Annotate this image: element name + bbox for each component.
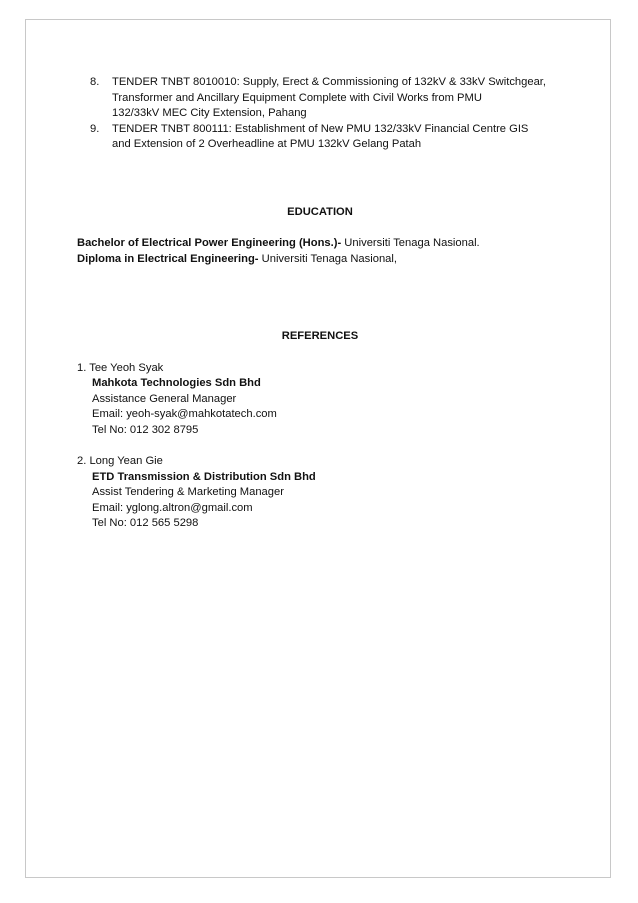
reference-position: Assistance General Manager	[92, 392, 237, 405]
reference-details	[77, 470, 577, 532]
reference-details	[77, 376, 577, 438]
reference-email: Email: yeoh-syak@mahkotatech.com	[92, 408, 277, 420]
references-heading: REFERENCES	[281, 330, 359, 342]
reference-name: 1. Tee Yeoh Syak	[77, 361, 164, 374]
list-number: 9.	[90, 122, 100, 135]
tender-line: Transformer and Ancillary Equipment Complete with Civil Works from PMU	[112, 91, 482, 104]
education-item	[77, 252, 577, 268]
education-heading: EDUCATION	[287, 205, 353, 218]
education-list	[77, 236, 577, 267]
institution: Universiti Tenaga Nasional.	[341, 237, 480, 249]
reference-email: Email: yglong.altron@gmail.com	[92, 501, 253, 514]
tender-list	[77, 75, 577, 153]
reference-entry	[77, 361, 577, 439]
reference-company: ETD Transmission & Distribution Sdn Bhd	[92, 470, 316, 483]
list-number: 8.	[90, 76, 100, 88]
institution: Universiti Tenaga Nasional,	[258, 252, 397, 265]
education-item	[77, 236, 577, 252]
tender-line: TENDER TNBT 800111: Establishment of New PMU 132/33kV Financial Centre GIS	[112, 122, 529, 135]
reference-company: Mahkota Technologies Sdn Bhd	[92, 377, 261, 389]
reference-phone: Tel No: 012 565 5298	[92, 517, 199, 529]
tender-line: 132/33kV MEC City Extension, Pahang	[112, 107, 307, 119]
document-content	[77, 75, 577, 532]
reference-phone: Tel No: 012 302 8795	[92, 423, 199, 436]
list-item	[75, 75, 577, 122]
tender-line: TENDER TNBT 8010010: Supply, Erect & Commissioning of 132kV & 33kV Switchgear,	[112, 76, 547, 88]
reference-position: Assist Tendering & Marketing Manager	[92, 486, 284, 498]
degree-title: Bachelor of Electrical Power Engineering (Hons.)-	[77, 237, 342, 249]
list-item	[75, 122, 577, 153]
degree-title: Diploma in Electrical Engineering-	[77, 252, 259, 265]
reference-entry	[77, 454, 577, 532]
tender-line: and Extension of 2 Overheadline at PMU 132kV Gelang Patah	[112, 138, 422, 150]
reference-name: 2. Long Yean Gie	[77, 455, 163, 467]
